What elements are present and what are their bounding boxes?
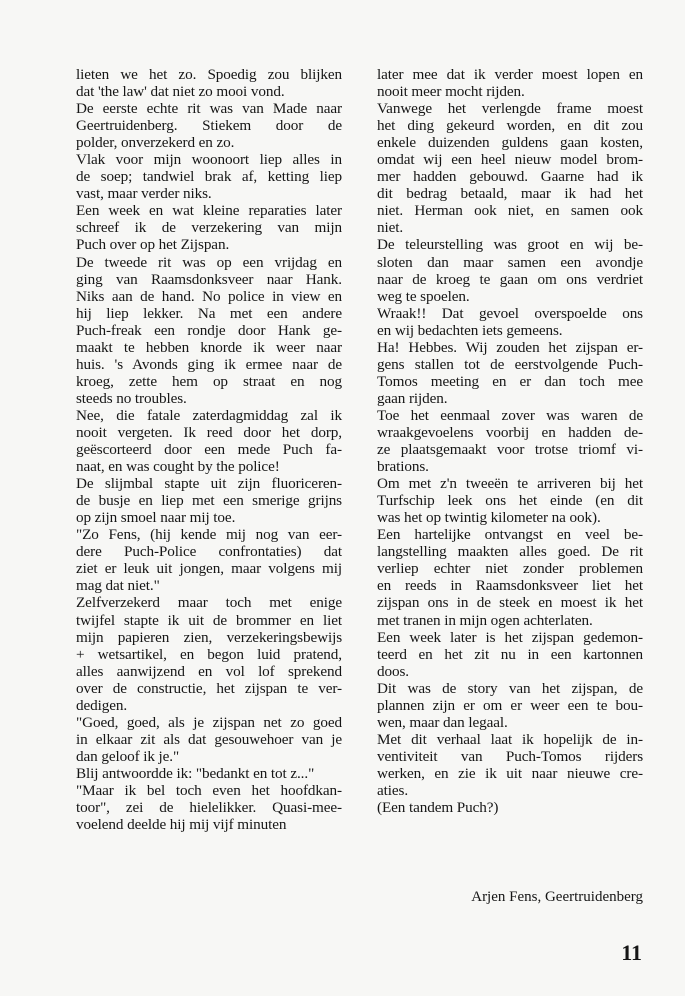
text-line: later mee dat ik verder moest lopen en [377,66,643,83]
text-line: niet. Herman ook niet, en samen ook [377,202,643,220]
text-line: Dit was de story van het zijspan, de [377,679,643,697]
text-line: lieten we het zo. Spoedig zou blijken [76,66,342,83]
right-text-column [377,66,643,816]
text-line: en reeds in Raamsdonksveer liet het [377,577,643,595]
text-line: huis. 's Avonds ging ik ermee naar de [76,355,342,373]
text-line: (Een tandem Puch?) [377,799,499,817]
text-line: toor", zei de hielelikker. Quasi-mee- [76,799,342,817]
paragraph [377,731,643,799]
text-line: Een week later is het zijspan gedemon- [377,628,643,646]
paragraph [377,475,643,526]
paragraph [377,629,643,680]
text-line: en wij bedachten iets gemeens. [377,321,563,339]
paragraph [377,526,643,628]
text-line: dan geloof ik je." [76,747,180,765]
paragraph [377,680,643,731]
text-line: gens stallen tot de eerstvolgende Puch- [377,355,643,373]
text-line: wen, maar dan legaal. [377,713,508,731]
text-line: werken, en zie ik uit naar nieuwe cre- [377,764,643,782]
text-line: dere Puch-Police confrontaties) dat [76,543,342,561]
text-line: voelend deelde hij mij vijf minuten [76,816,287,834]
text-line: de soep; tandwiel brak af, ketting liep [76,168,342,186]
paragraph [377,236,643,304]
text-line: mijn papieren zien, verzekeringsbewijs [76,628,342,646]
text-line: Geertruidenberg. Stiekem door de [76,117,342,135]
paragraph [76,202,342,253]
paragraph [377,100,643,236]
text-line: maakt te hebben knorde ik weer naar [76,338,342,356]
text-line: teerd en het zit nu in een kartonnen [377,645,643,663]
text-line: Puch-freak een rondje door Hank ge- [76,321,342,339]
text-line: mer hadden gebouwd. Gaarne had ik [377,168,643,186]
text-line: Nee, die fatale zaterdagmiddag zal ik [76,406,342,424]
text-line: + wetsartikel, en begon luid pratend, [76,645,342,663]
text-line: steeds no troubles. [76,389,187,407]
text-line: De teleurstelling was groot en wij be- [377,236,643,254]
text-line: dit bedrag betaald, maar ik had het [377,185,643,203]
text-line: "Goed, goed, als je zijspan net zo goed [76,713,342,731]
text-line: Een week en wat kleine reparaties later [76,202,342,220]
text-line: nooit vergeten. Ik reed door het dorp, [76,423,342,441]
text-line: Een hartelijke ontvangst en veel be- [377,526,643,544]
text-line: over de constructie, het zijspan te ver- [76,679,342,697]
text-line: Blij antwoordde ik: "bedankt en tot z..." [76,764,315,782]
text-line: aties. [377,781,409,799]
text-line: naar de kroeg te gaan om ons verdriet [377,270,643,288]
text-line: enkele duizenden guldens gaan kosten, [377,134,643,152]
page-number: 11 [621,940,642,965]
paragraph [377,799,643,816]
text-line: mag dat niet." [76,577,160,595]
text-line: Niks aan de hand. No police in view en [76,287,342,305]
text-line: De slijmbal stapte uit zijn fluoriceren- [76,475,342,493]
text-line: ventiviteit van Puch-Tomos rijders [377,747,643,765]
text-line: twijfel stapte ik uit de brommer en liet [76,611,342,629]
text-line: brations. [377,458,429,476]
text-line: "Zo Fens, (hij kende mij nog van eer- [76,526,342,544]
text-line: vast, maar verder niks. [76,185,212,203]
text-line: langstelling maakten alles goed. De rit [377,543,643,561]
paragraph [377,339,643,407]
text-line: niet. [377,219,404,237]
text-line: ging van Raamsdonksveer naar Hank. [76,270,342,288]
paragraph [76,475,342,526]
text-line: polder, onverzekerd en zo. [76,134,235,152]
paragraph [76,526,342,594]
paragraph [76,254,342,407]
author-signature: Arjen Fens, Geertruidenberg [471,889,643,905]
text-line: dat 'the law' dat niet zo mooi vond. [76,83,285,101]
text-line: was het op twintig kilometer na ook). [377,509,601,527]
paragraph [76,765,342,782]
text-line: Ha! Hebbes. Wij zouden het zijspan er- [377,338,643,356]
paragraph [76,594,342,713]
paragraph [76,100,342,151]
text-line: Turfschip leek ons het einde (en dit [377,492,643,510]
text-line: hij liep lekker. Na met een andere [76,304,342,322]
text-line: naat, en was cought by the police! [76,458,280,476]
text-line: Tomos meeting en er dan toch mee [377,372,643,390]
text-line: met tranen in mijn ogen achterlaten. [377,611,593,629]
paragraph [377,305,643,339]
text-line: de busje en liep met een smerige grijns [76,492,342,510]
text-line: Met dit verhaal laat ik hopelijk de in- [377,730,643,748]
text-line: geëscorteerd door een mede Puch fa- [76,441,342,459]
text-line: plannen zijn er om er weer een te bou- [377,696,643,714]
text-line: ze plaatsgemaakt voor trotse triomf vi- [377,441,643,459]
text-line: wraakgevoelens voorbij en hadden de- [377,423,643,441]
text-line: omdat wij een heel nieuw model brom- [377,151,643,169]
text-line: Puch over op het Zijspan. [76,236,230,254]
text-line: "Maar ik bel toch even het hoofdkan- [76,781,342,799]
text-line: De eerste echte rit was van Made naar [76,100,342,118]
text-line: Om met z'n tweeën te arriveren bij het [377,475,643,493]
text-line: verliep echter niet zonder problemen [377,560,643,578]
text-line: dedigen. [76,696,128,714]
text-line: Wraak!! Dat gevoel overspoelde ons [377,304,643,322]
text-line: gaan rijden. [377,389,448,407]
text-line: kroeg, zette hem op straat en nog [76,372,342,390]
text-line: Toe het eenmaal zover was waren de [377,406,643,424]
text-line: op zijn smoel naar mij toe. [76,509,236,527]
text-line: zijspan ons in de steek en moest ik het [377,594,643,612]
text-line: Vlak voor mijn woonoort liep alles in [76,151,342,169]
paragraph [76,151,342,202]
paragraph [76,66,342,100]
text-line: nooit meer mocht rijden. [377,83,525,101]
paragraph [76,407,342,475]
text-line: sloten dan maar samen een avondje [377,253,643,271]
text-line: alles aanwijzend en vol lof sprekend [76,662,342,680]
left-text-column [76,66,342,833]
text-line: Vanwege het verlengde frame moest [377,100,643,118]
text-line: doos. [377,662,409,680]
text-line: ziet er leuk uit jongen, maar volgens mij [76,560,342,578]
text-line: in elkaar zit als dat gesouwehoer van je [76,730,342,748]
text-line: schreef ik de verzekering van mijn [76,219,342,237]
text-line: De tweede rit was op een vrijdag en [76,253,342,271]
paragraph [76,782,342,833]
paragraph [76,714,342,765]
paragraph [377,407,643,475]
text-line: weg te spoelen. [377,287,470,305]
paragraph [377,66,643,100]
text-line: Zelfverzekerd maar toch met enige [76,594,342,612]
text-line: het ding gekeurd worden, en dit zou [377,117,643,135]
